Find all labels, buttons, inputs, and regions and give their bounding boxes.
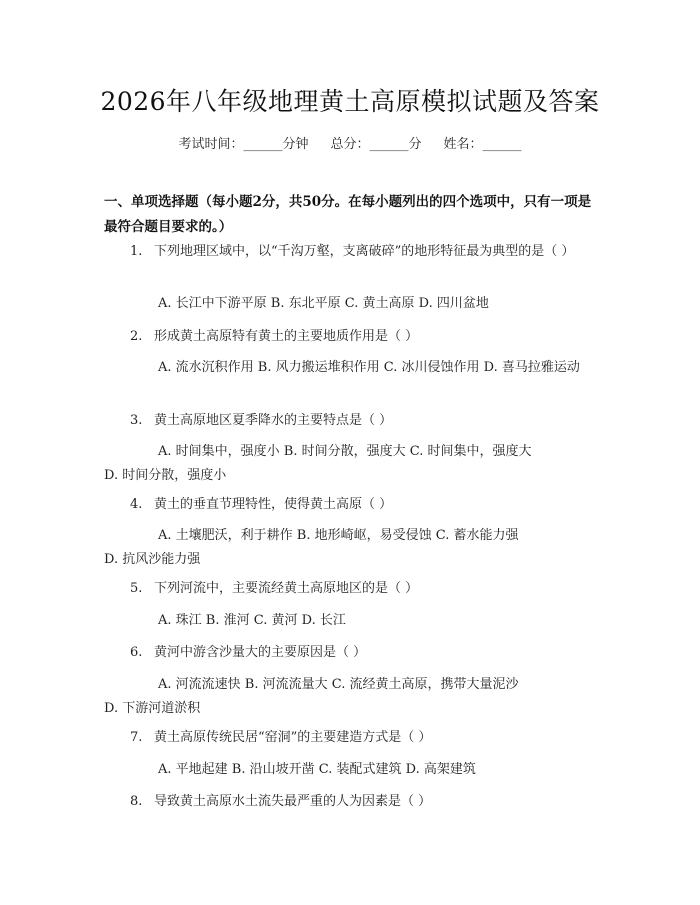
option-c: C. 黄河 — [253, 613, 298, 628]
question-number: 7. — [130, 730, 143, 745]
question-number: 2. — [130, 329, 143, 344]
question-stem: 形成黄土高原特有黄土的主要地质作用是（ ） — [154, 329, 419, 344]
question-number: 3. — [130, 413, 143, 428]
question-7-options — [104, 758, 594, 782]
question-4 — [104, 493, 594, 517]
question-stem: 下列河流中，主要流经黄土高原地区的是（ ） — [154, 581, 419, 596]
question-stem: 导致黄土高原水土流失最严重的人为因素是（ ） — [154, 794, 432, 809]
option-c: C. 蓄水能力强 — [435, 528, 519, 543]
question-2-options — [104, 356, 594, 380]
exam-time: 考试时间：______分钟 — [178, 137, 309, 152]
option-d: D. 时间分散，强度小 — [104, 468, 227, 483]
question-stem: 黄土高原传统民居“窑洞”的主要建造方式是（ ） — [154, 730, 432, 745]
option-d: D. 下游河道淤积 — [104, 701, 201, 716]
option-c: C. 流经黄土高原，携带大量泥沙 — [331, 677, 519, 692]
question-text — [104, 240, 594, 264]
option-c: C. 时间集中，强度大 — [409, 444, 532, 459]
question-3 — [104, 409, 594, 433]
option-d: D. 四川盆地 — [418, 296, 489, 311]
option-d: D. 喜马拉雅运动 — [483, 360, 580, 375]
exam-meta — [0, 133, 700, 152]
question-number: 6. — [130, 645, 143, 660]
question-number: 4. — [130, 497, 143, 512]
option-a: A. 流水沉积作用 — [158, 360, 254, 375]
option-a: A. 长江中下游平原 — [158, 296, 267, 311]
option-b: B. 时间分散，强度大 — [283, 444, 406, 459]
question-1 — [104, 240, 594, 264]
option-a: A. 平地起建 — [158, 762, 228, 777]
question-stem: 黄土的垂直节理特性，使得黄土高原（ ） — [154, 497, 393, 512]
question-2 — [104, 325, 594, 349]
question-number: 5. — [130, 581, 143, 596]
option-b: B. 地形崎岖，易受侵蚀 — [296, 528, 432, 543]
question-5 — [104, 577, 594, 601]
question-5-options — [104, 609, 594, 633]
question-3-options — [104, 440, 594, 488]
option-b: B. 沿山坡开凿 — [231, 762, 315, 777]
option-b: B. 东北平原 — [270, 296, 341, 311]
question-stem: 黄河中游含沙量大的主要原因是（ ） — [154, 645, 367, 660]
option-d: D. 抗风沙能力强 — [104, 552, 201, 567]
total-score: 总分：______分 — [330, 137, 422, 152]
option-b: B. 淮河 — [205, 613, 250, 628]
option-a: A. 河流流速快 — [158, 677, 241, 692]
option-b: B. 河流流量大 — [244, 677, 328, 692]
section-heading: 一、单项选择题（每小题2分，共50分。在每小题列出的四个选项中，只有一项是最符合题目要求的。） — [104, 194, 592, 235]
question-6-options — [104, 673, 594, 721]
question-1-options — [104, 292, 594, 316]
option-d: D. 高架建筑 — [405, 762, 476, 777]
question-stem: 下列地理区域中，以“千沟万壑，支离破碎”的地形特征最为典型的是（ ） — [154, 244, 575, 259]
option-a: A. 土壤肥沃，利于耕作 — [158, 528, 293, 543]
question-stem: 黄土高原地区夏季降水的主要特点是（ ） — [154, 413, 393, 428]
question-4-options — [104, 524, 594, 572]
question-7 — [104, 726, 594, 750]
option-d: D. 长江 — [301, 613, 346, 628]
option-c: C. 冰川侵蚀作用 — [383, 360, 480, 375]
option-a: A. 时间集中，强度小 — [158, 444, 280, 459]
option-b: B. 风力搬运堆积作用 — [257, 360, 380, 375]
question-number: 8. — [130, 794, 143, 809]
option-a: A. 珠江 — [158, 613, 202, 628]
option-c: C. 装配式建筑 — [318, 762, 402, 777]
question-number: 1. — [130, 244, 143, 259]
question-6 — [104, 641, 594, 665]
question-8 — [104, 790, 594, 814]
page-title: 2026年八年级地理黄土高原模拟试题及答案 — [100, 87, 600, 116]
option-c: C. 黄土高原 — [344, 296, 415, 311]
student-name: 姓名：______ — [443, 137, 522, 152]
